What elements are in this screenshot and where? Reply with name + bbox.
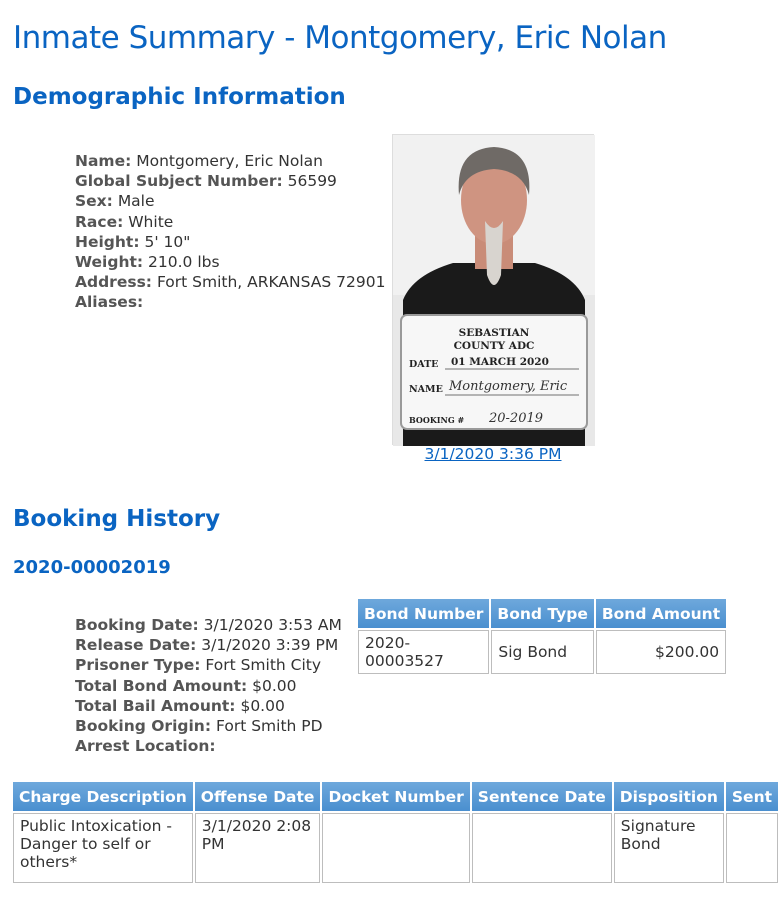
table-cell: $200.00	[596, 630, 726, 674]
field-label: Sex:	[75, 192, 113, 211]
field-label: Release Date:	[75, 636, 197, 655]
gsn-row	[75, 171, 385, 191]
booking-history-heading: Booking History	[13, 506, 221, 532]
table-row	[358, 630, 726, 674]
board-text: DATE	[409, 359, 439, 370]
field-label: Arrest Location:	[75, 737, 216, 756]
table-cell: Signature Bond	[614, 813, 724, 883]
name-value: Montgomery, Eric Nolan	[136, 152, 323, 170]
table-cell: Public Intoxication - Danger to self or others*	[13, 813, 193, 883]
board-text: 01 MARCH 2020	[451, 356, 549, 368]
board-text: NAME	[409, 384, 443, 395]
table-cell	[322, 813, 469, 883]
field-label: Weight:	[75, 253, 144, 272]
photo-timestamp-link[interactable]: 3/1/2020 3:36 PM	[424, 445, 562, 463]
booking-number: 2020-00002019	[13, 557, 171, 578]
column-header: Disposition	[614, 782, 724, 811]
total-bail-value: $0.00	[240, 696, 285, 715]
weight-row	[75, 252, 385, 272]
address-value: Fort Smith, ARKANSAS 72901	[156, 273, 386, 292]
table-row	[13, 813, 778, 883]
table-cell	[472, 813, 612, 883]
total-bond-value: $0.00	[252, 676, 297, 695]
height-value: 5' 10"	[144, 232, 191, 251]
race-row	[75, 212, 385, 232]
release-date-row	[75, 635, 342, 655]
table-cell: 2020-00003527	[358, 630, 489, 674]
mugshot-illustration	[393, 135, 595, 446]
field-label: Aliases:	[75, 293, 144, 312]
board-text: COUNTY ADC	[453, 340, 535, 352]
prisoner-type-value: Fort Smith City	[205, 656, 322, 675]
table-header-row	[13, 782, 778, 811]
page-title: Inmate Summary - Montgomery, Eric Nolan	[13, 20, 667, 56]
booking-origin-row	[75, 716, 342, 736]
bond-table	[356, 597, 728, 676]
sex-value: Male	[117, 192, 155, 211]
race-value: White	[128, 212, 174, 231]
column-header: Sentence Date	[472, 782, 612, 811]
table-cell: Sig Bond	[491, 630, 593, 674]
column-header: Bond Number	[358, 599, 489, 628]
booking-fields	[75, 615, 342, 756]
field-label: Race:	[75, 212, 124, 231]
board-text: Montgomery, Eric	[449, 379, 568, 394]
release-date-value: 3/1/2020 3:39 PM	[201, 636, 339, 655]
booking-date-row	[75, 615, 342, 635]
field-label: Address:	[75, 273, 152, 292]
demographics-heading: Demographic Information	[13, 84, 346, 110]
booking-date-value: 3/1/2020 3:53 AM	[203, 616, 342, 634]
column-header: Docket Number	[322, 782, 469, 811]
field-label: Booking Date:	[75, 616, 199, 634]
board-text: BOOKING #	[409, 415, 465, 425]
board-text: SEBASTIAN	[458, 327, 530, 339]
column-header: Offense Date	[195, 782, 321, 811]
height-row	[75, 232, 385, 252]
arrest-location-row	[75, 736, 342, 756]
column-header: Charge Description	[13, 782, 193, 811]
field-label: Total Bail Amount:	[75, 696, 236, 715]
board-text: 20-2019	[489, 411, 544, 426]
prisoner-type-row	[75, 655, 342, 675]
total-bail-row	[75, 696, 342, 716]
field-label: Height:	[75, 232, 140, 251]
field-label: Booking Origin:	[75, 717, 212, 736]
field-label: Global Subject Number:	[75, 172, 283, 191]
table-header-row	[358, 599, 726, 628]
column-header: Bond Amount	[596, 599, 726, 628]
name-row	[75, 151, 385, 171]
field-label: Name:	[75, 152, 132, 170]
aliases-row	[75, 292, 385, 312]
address-row	[75, 272, 385, 292]
gsn-value: 56599	[287, 172, 337, 191]
table-cell	[726, 813, 778, 883]
sex-row	[75, 191, 385, 211]
mugshot-photo[interactable]	[392, 134, 594, 445]
column-header: Sent	[726, 782, 778, 811]
total-bond-row	[75, 676, 342, 696]
table-cell: 3/1/2020 2:08 PM	[195, 813, 321, 883]
booking-origin-value: Fort Smith PD	[215, 717, 323, 736]
weight-value: 210.0 lbs	[148, 253, 220, 272]
demographic-fields	[75, 151, 385, 313]
field-label: Prisoner Type:	[75, 656, 201, 675]
charge-table	[11, 780, 780, 885]
field-label: Total Bond Amount:	[75, 676, 248, 695]
column-header: Bond Type	[491, 599, 593, 628]
